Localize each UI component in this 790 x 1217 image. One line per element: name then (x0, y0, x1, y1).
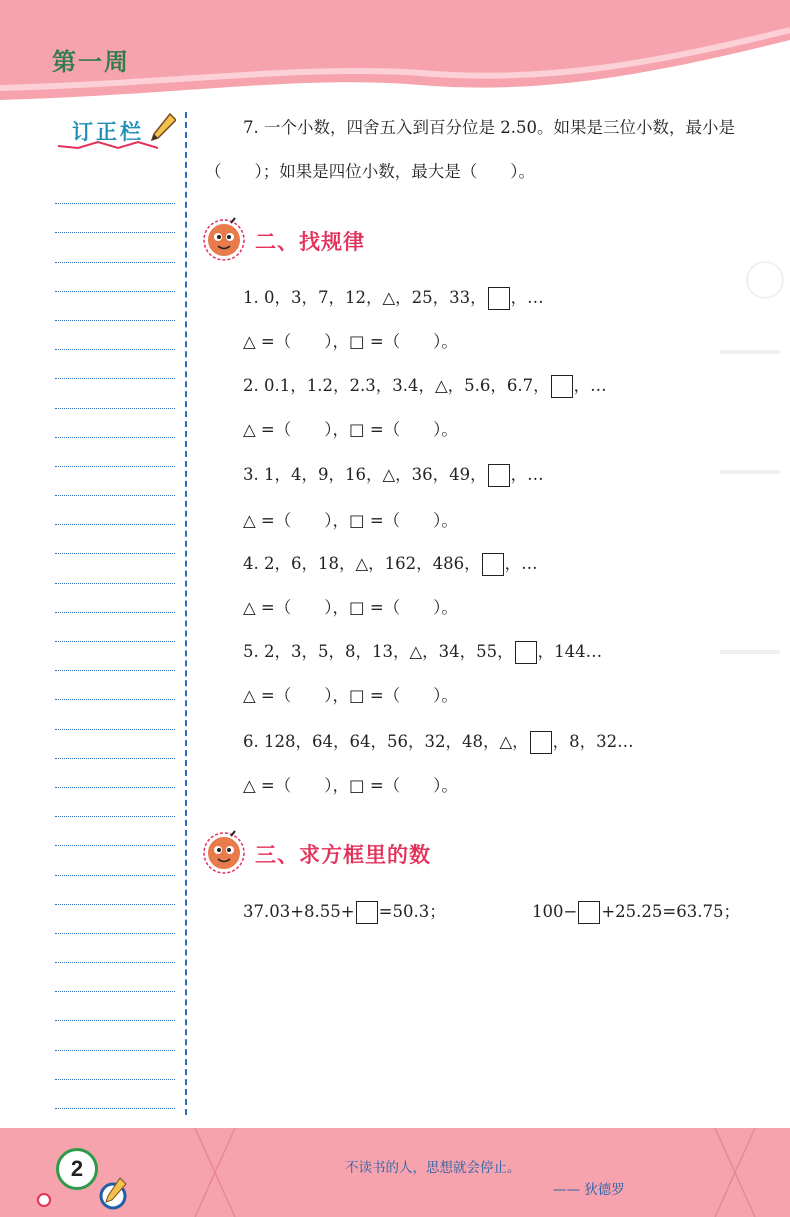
footer-quote-author: —— 狄德罗 (553, 1182, 625, 1198)
answer-box[interactable] (482, 553, 504, 576)
pattern-answer-6[interactable]: △ =（ ），□ =（ ）。 (243, 776, 458, 795)
answer-box[interactable] (530, 731, 552, 754)
problem-7-line-1: 7. 一个小数，四舍五入到百分位是 2.50。如果是三位小数，最小是 (243, 118, 735, 137)
answer-box[interactable] (578, 901, 600, 924)
answer-box[interactable] (551, 375, 573, 398)
page-number: 2 (56, 1148, 98, 1190)
bleed-through (710, 250, 790, 1110)
section-3-title: 三、求方框里的数 (255, 843, 431, 867)
correction-column-title: 订正栏 (72, 120, 144, 144)
answer-box[interactable] (488, 287, 510, 310)
week-title: 第一周 (52, 48, 130, 76)
pattern-problem-2: 2. 0.1，1.2，2.3，3.4，△，5.6，6.7， ，… (243, 372, 607, 398)
problem-7-line-2: （ ）；如果是四位小数，最大是（ ）。 (205, 162, 535, 181)
pattern-answer-1[interactable]: △ =（ ），□ =（ ）。 (243, 332, 458, 351)
correction-lines (55, 175, 175, 1167)
equation-2: 100− +25.25=63.75； (532, 898, 740, 924)
sidebar-divider (185, 112, 187, 1115)
answer-box[interactable] (515, 641, 537, 664)
pattern-answer-4[interactable]: △ =（ ），□ =（ ）。 (243, 598, 458, 617)
pattern-problem-4: 4. 2，6，18，△，162，486， ，… (243, 550, 538, 576)
pattern-problem-3: 3. 1，4，9，16，△，36，49， ，… (243, 461, 544, 487)
answer-box[interactable] (488, 464, 510, 487)
pattern-problem-6: 6. 128，64，64，56，32，48，△， ，8，32… (243, 728, 634, 754)
pattern-problem-1: 1. 0，3，7，12，△，25，33， ，… (243, 284, 544, 310)
pattern-answer-2[interactable]: △ =（ ），□ =（ ）。 (243, 420, 458, 439)
pattern-answer-3[interactable]: △ =（ ），□ =（ ）。 (243, 511, 458, 530)
pattern-answer-5[interactable]: △ =（ ），□ =（ ）。 (243, 686, 458, 705)
pattern-problem-5: 5. 2，3，5，8，13，△，34，55， ，144… (243, 638, 602, 664)
equation-1: 37.03+8.55+ =50.3； (243, 898, 446, 924)
section-2-title: 二、找规律 (255, 230, 365, 254)
answer-box[interactable] (356, 901, 378, 924)
footer-quote: 不读书的人，思想就会停止。 (345, 1160, 521, 1176)
pencil-icon (150, 112, 176, 142)
mascot-icon (201, 828, 247, 874)
mascot-icon (201, 215, 247, 261)
